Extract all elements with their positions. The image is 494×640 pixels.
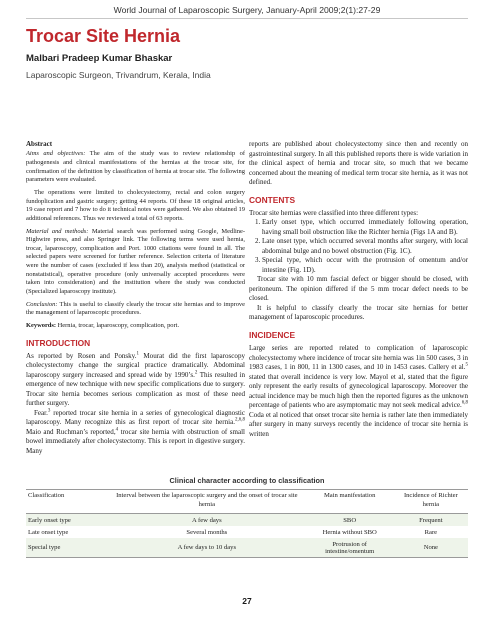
table-row bbox=[26, 526, 468, 538]
author-name: Malbari Pradeep Kumar Bhaskar bbox=[26, 53, 173, 64]
incidence-paragraph bbox=[249, 344, 468, 439]
incidence-p1-a: Large series are reported related to complication of laparoscopic cholecystectomy where incidence of trocar site hernia was 1in 500 cases, 3 in 1983 cases, 1 in 800, 11 in 1300 cases, and 10 in 1453 cases. Callery et al. bbox=[249, 344, 468, 372]
table-cell: SBO bbox=[343, 516, 357, 524]
incidence-heading: INCIDENCE bbox=[249, 329, 296, 340]
list-item: 2. Late onset type, which occurred several months after surgery, with local abdominal bulge and no bowel obstruction (Fig. 1C). bbox=[262, 237, 468, 256]
abstract bbox=[26, 140, 245, 331]
aims-text: The aim of the study was to review relationship of pathogenesis and clinical manifestations of the hernias at the trocar site, for confirmation of the definition by classification of hernia at trocar site. The following parameters were evaluated. bbox=[26, 150, 245, 184]
table-caption: Clinical character according to classification bbox=[169, 476, 325, 485]
conclusion-text: This is useful to classify clearly the trocar site hernias and to improve the management of laparoscopic procedures. bbox=[26, 300, 246, 317]
abstract-operations: The operations were limited to cholecystectomy, rectal and colon surgery fundoplication and gastric surgery; getting 44 reports. Of these 18 original articles, 19 case report and 7 how to do it technical notes were gathered. We also obtained 19 additional references. Thus we reviewed a total of 63 reports. bbox=[26, 189, 245, 222]
article-title: Trocar Site Hernia bbox=[26, 26, 181, 46]
abstract-conclusion bbox=[26, 301, 245, 318]
table-cell: Frequent bbox=[419, 516, 443, 524]
table-cell: A few days bbox=[191, 516, 222, 524]
abstract-aims bbox=[26, 150, 245, 185]
citation-ref: 2,6,8 bbox=[235, 418, 245, 424]
methods-text: Material search was performed using Google, Medline-Highwire press, and also Springer link. The following terms were used hernia, trocar, laparoscopy, complication and Port. 1000 citations were found in all. The selected papers were screened for further reference. Selection criteria of literature were the number of cases (excluded if less than 20), analysis method (statistical or nonstatistical), operative procedure (only universally accepted procedures were taken into consideration) and the institution where the study was conducted (Specialized laparoscopy institute). bbox=[26, 227, 245, 296]
list-item: 1. Early onset type, which occurred immediately following operation, having small boil obstruction like the Richter hernia (Figs 1A and B). bbox=[262, 218, 468, 237]
introduction-paragraph-2 bbox=[26, 409, 245, 457]
intro-p2-a: Fear. bbox=[34, 408, 48, 417]
intro-p1-b: Mourat did the first laparoscopy cholecystectomy change the surgical practice dramatically. Abdominal laparoscopy surgery increased and spread wide by 1990’s. bbox=[26, 351, 245, 379]
contents-heading: CONTENTS bbox=[249, 194, 296, 205]
contents-intro: Trocar site hernias were classified into three different types: bbox=[249, 208, 419, 217]
classification-table-block bbox=[26, 476, 468, 558]
incidence-p1-c: Coda et al noticed that onset trocar site hernia is rather late then immediately after surgery in many surveys recently the incidence of trocar site hernia is written bbox=[249, 410, 468, 438]
keywords-label: Keywords: bbox=[26, 321, 57, 329]
journal-header: World Journal of Laparoscopic Surgery, January-April 2009;2(1):27-29 bbox=[113, 5, 381, 15]
citation-ref: 6,8 bbox=[461, 400, 468, 406]
intro-p2-c: Maio and Ruchman’s reported, bbox=[26, 427, 116, 436]
list-item: 3. Special type, which occur with the protrusion of omentum and/or intestine (Fig. 1D). bbox=[262, 256, 468, 275]
table-cell: Rare bbox=[424, 528, 438, 536]
conclusion-label: Conclusion: bbox=[26, 300, 58, 308]
keywords-text: Hernia, trocar, laparoscopy, complication, port. bbox=[57, 321, 180, 329]
aims-label: Aims and objectives: bbox=[26, 150, 86, 158]
classification-table bbox=[26, 489, 468, 558]
intro-p1-a: As reported by Rosen and Ponsky. bbox=[26, 351, 137, 360]
abstract-heading: Abstract bbox=[26, 140, 53, 148]
introduction-paragraph-3: reports are published about cholecystectomy since then and recently on gastrointestinal surgery. In all this published reports there is wide variation in the clinical aspect of hernia and trocar site, so much that we became concerned about the meaning of medical term trocar site hernia, as it was not defined. bbox=[249, 140, 468, 186]
intro-p1-c: This resulted in emergence of new technique with new specific complications due to surgery. Trocar site hernia becomes serious complication as most of these need further surgery. bbox=[26, 370, 245, 408]
citation-ref: 5 bbox=[465, 362, 468, 368]
table-cell: Early onset type bbox=[28, 516, 71, 524]
table-cell: Protrusion of intestine/omentum bbox=[325, 540, 375, 555]
table-cell: Several months bbox=[186, 528, 228, 536]
table-cell: None bbox=[423, 544, 438, 552]
table-header-cell: Interval between the laparoscopic surgery and the onset of trocar site hernia bbox=[116, 492, 298, 508]
citation-ref: 1 bbox=[136, 351, 139, 357]
table-cell: A few days to 10 days bbox=[177, 544, 237, 552]
table-header-cell: Incidence of Richter hernia bbox=[403, 492, 458, 508]
table-row bbox=[26, 514, 468, 527]
table-row bbox=[26, 538, 468, 558]
table-cell: Special type bbox=[28, 544, 61, 552]
table-header-cell: Main manifestation bbox=[323, 492, 376, 499]
methods-label: Material and methods: bbox=[26, 227, 89, 235]
right-column bbox=[249, 140, 468, 439]
table-cell: Late onset type bbox=[28, 528, 69, 536]
intro-p2-b: reported trocar site hernia in a series of gynecological diagnostic laparoscopy. Many recognize this as first report of trocar site hernia. bbox=[26, 408, 245, 427]
left-column bbox=[26, 140, 245, 456]
abstract-methods bbox=[26, 228, 245, 297]
table-cell: Hernia without SBO bbox=[322, 528, 377, 536]
table-header-row bbox=[26, 490, 468, 514]
citation-ref: 3 bbox=[47, 408, 51, 414]
page-number: 27 bbox=[242, 596, 252, 606]
hernia-types-list bbox=[249, 218, 468, 275]
introduction-heading: INTRODUCTION bbox=[26, 337, 91, 348]
introduction-paragraph-1 bbox=[26, 352, 245, 409]
table-header-cell: Classification bbox=[28, 492, 65, 499]
citation-ref: 4 bbox=[115, 427, 119, 433]
citation-ref: 2 bbox=[194, 370, 198, 376]
header-rule bbox=[26, 18, 468, 19]
author-affiliation: Laparoscopic Surgeon, Trivandrum, Kerala, India bbox=[26, 70, 211, 80]
contents-fascial-paragraph: Trocar site with 10 mm fascial defect or bigger should be closed, with peritoneum. The opinion differed if the 5 mm trocar defect needs to be closed. bbox=[249, 275, 468, 303]
abstract-keywords bbox=[26, 322, 245, 331]
intro-p2-d: trocar site hernia with obstruction of small bowel immediately after cholecystectomy. This is report in digestive surgery. Many bbox=[26, 427, 246, 455]
incidence-p1-b: stated that overall incidence is very low. Mayol et al, stated that the figure only represent the early results of gynecological laparoscopy. Moreover the actual incidence may be much high then the reported figures as the unknown percentage of patients who are asymptomatic may not seek medical advice. bbox=[249, 372, 468, 410]
contents-helpful-paragraph: It is helpful to classify clearly the trocar site hernias for better management of laparoscopic procedures. bbox=[249, 303, 468, 322]
